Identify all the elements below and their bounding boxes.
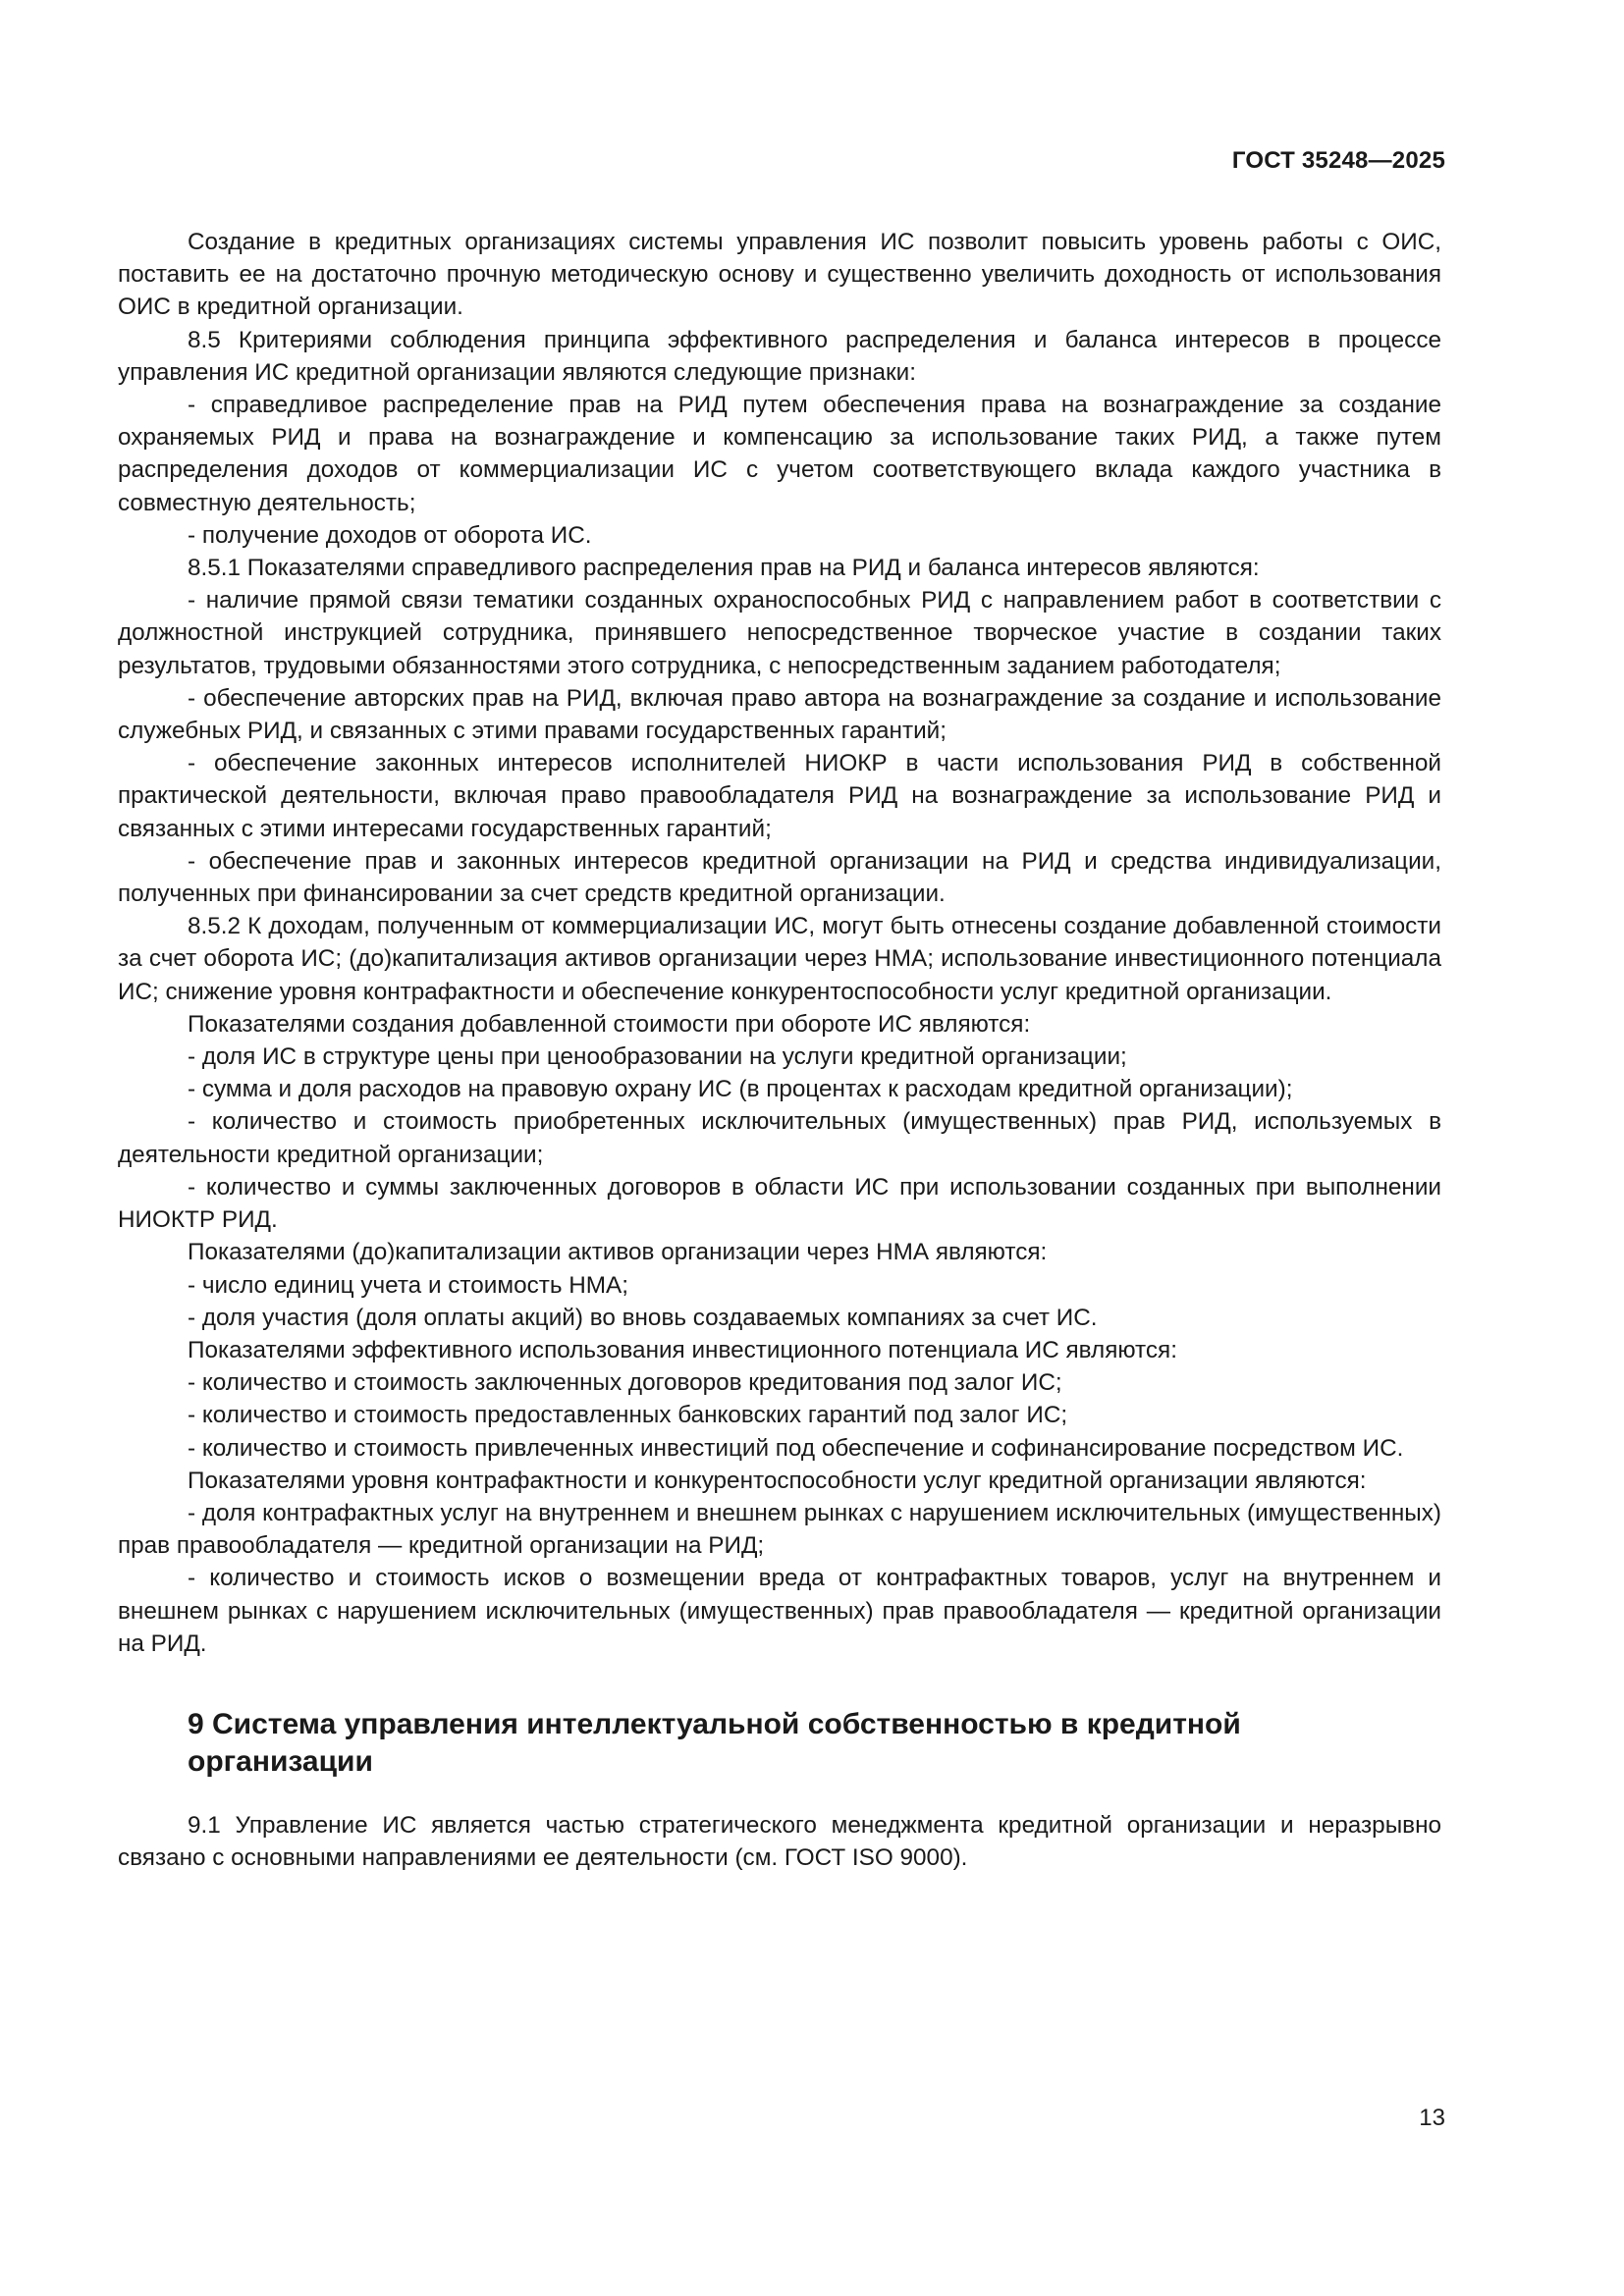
list-item: - обеспечение законных интересов исполнителей НИОКР в части использования РИД в собственной практической деятельности, включая право правообладателя РИД на вознаграждение за использование РИД и связанных с этими интересами государственных гарантий; <box>118 750 1441 842</box>
paragraph: Показателями (до)капитализации активов организации через НМА являются: <box>188 1239 1048 1266</box>
paragraph-8-5-2: 8.5.2 К доходам, полученным от коммерциализации ИС, могут быть отнесены создание добавленной стоимости за счет оборота ИС; (до)капитализация активов организации через НМА; использование инвестиционного потенциала ИС; снижение уровня контрафактности и обеспечение конкурентоспособности услуг кредитной организации. <box>118 913 1441 1005</box>
list-item: - получение доходов от оборота ИС. <box>188 521 592 549</box>
paragraph-8-5-1: 8.5.1 Показателями справедливого распределения прав на РИД и баланса интересов являются: <box>188 555 1260 582</box>
list-item: - количество и стоимость приобретенных исключительных (имущественных) прав РИД, используемых в деятельности кредитной организации; <box>118 1108 1441 1168</box>
paragraph: Создание в кредитных организациях системы управления ИС позволит повысить уровень работы с ОИС, поставить ее на достаточно прочную методическую основу и существенно увеличить доходность от использования ОИС в кредитной организации. <box>118 229 1441 321</box>
list-item: - доля участия (доля оплаты акций) во вновь создаваемых компаниях за счет ИС. <box>188 1304 1098 1331</box>
list-item: - наличие прямой связи тематики созданных охраноспособных РИД с направлением работ в соответствии с должностной инструкцией сотрудника, принявшего непосредственное творческое участие в создании таких результатов, трудовыми обязанностями этого сотрудника, с непосредственным заданием работодателя; <box>118 587 1441 679</box>
paragraph: Показателями эффективного использования инвестиционного потенциала ИС являются: <box>188 1336 1177 1363</box>
list-item: - доля контрафактных услуг на внутреннем и внешнем рынках с нарушением исключительных (имущественных) прав правообладателя — кредитной организации на РИД; <box>118 1499 1441 1560</box>
paragraph: Показателями уровня контрафактности и конкурентоспособности услуг кредитной организации являются: <box>188 1467 1367 1494</box>
list-item: - количество и стоимость привлеченных инвестиций под обеспечение и софинансирование посредством ИС. <box>188 1434 1404 1462</box>
list-item: - справедливое распределение прав на РИД путем обеспечения права на вознаграждение за создание охраняемых РИД и права на вознаграждение и компенсацию за использование таких РИД, а также путем распределения доходов от коммерциализации ИС с учетом соответствующего вклада каждого участника в совместную деятельность; <box>118 392 1441 516</box>
list-item: - количество и стоимость исков о возмещении вреда от контрафактных товаров, услуг на внутреннем и внешнем рынках с нарушением исключительных (имущественных) прав правообладателя — кредитной организации на РИД. <box>118 1565 1441 1657</box>
list-item: - доля ИС в структуре цены при ценообразовании на услуги кредитной организации; <box>188 1043 1127 1071</box>
list-item: - сумма и доля расходов на правовую охрану ИС (в процентах к расходам кредитной организации); <box>188 1076 1293 1103</box>
page-number: 13 <box>1419 2105 1445 2131</box>
list-item: - число единиц учета и стоимость НМА; <box>188 1271 629 1299</box>
list-item: - обеспечение прав и законных интересов кредитной организации на РИД и средства индивидуализации, полученных при финансировании за счет средств кредитной организации. <box>118 847 1441 908</box>
list-item: - количество и стоимость заключенных договоров кредитования под залог ИС; <box>188 1369 1062 1397</box>
paragraph: Показателями создания добавленной стоимости при обороте ИС являются: <box>188 1010 1031 1038</box>
document-header-id: ГОСТ 35248—2025 <box>1231 147 1445 174</box>
section-9-heading: 9 Система управления интеллектуальной собственностью в кредитной организации <box>188 1707 1241 1778</box>
list-item: - количество и стоимость предоставленных банковских гарантий под залог ИС; <box>188 1402 1068 1429</box>
page-content <box>118 226 1441 1874</box>
paragraph-9-1: 9.1 Управление ИС является частью стратегического менеджмента кредитной организации и неразрывно связано с основными направлениями ее деятельности (см. ГОСТ ISO 9000). <box>118 1811 1441 1872</box>
list-item: - количество и суммы заключенных договоров в области ИС при использовании созданных при выполнении НИОКТР РИД. <box>118 1173 1441 1234</box>
paragraph-8-5: 8.5 Критериями соблюдения принципа эффективного распределения и баланса интересов в процессе управления ИС кредитной организации являются следующие признаки: <box>118 326 1441 386</box>
list-item: - обеспечение авторских прав на РИД, включая право автора на вознаграждение за создание и использование служебных РИД, и связанных с этими правами государственных гарантий; <box>118 684 1441 745</box>
